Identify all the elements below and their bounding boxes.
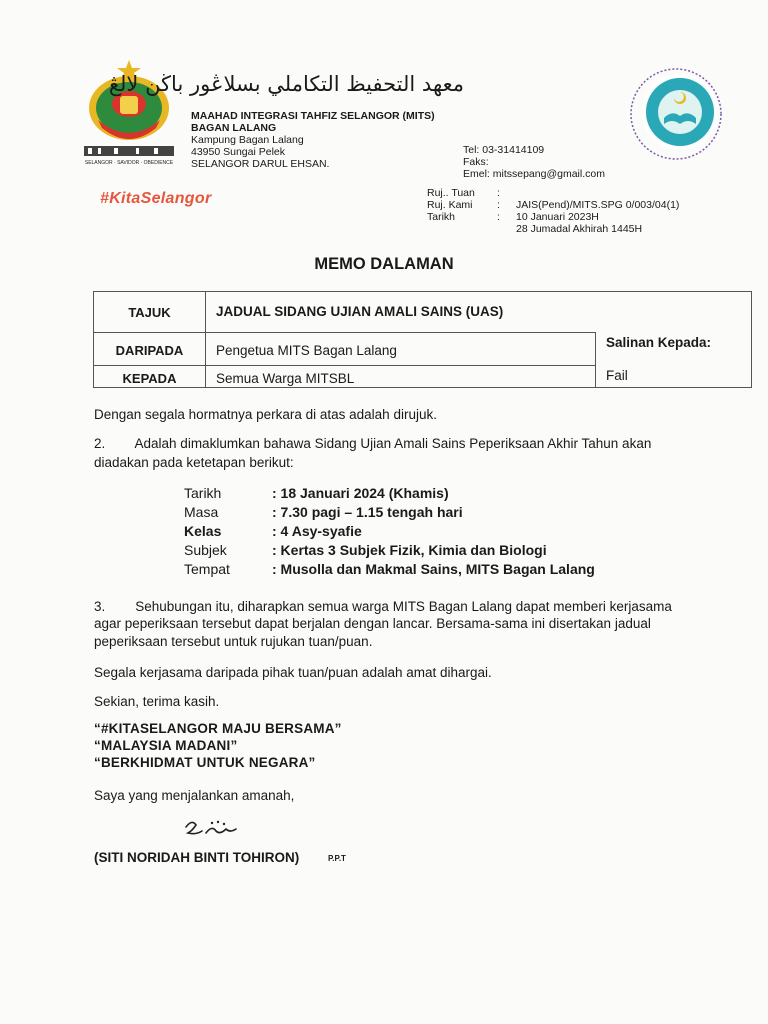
address-line-1: Kampung Bagan Lalang: [191, 134, 304, 146]
schedule-value: : Kertas 3 Subjek Fizik, Kimia dan Biologi: [272, 542, 547, 558]
kepada-label: KEPADA: [122, 371, 177, 386]
salinan-value: Fail: [606, 368, 628, 383]
schedule-label: Masa: [184, 504, 219, 520]
schedule-label: Kelas: [184, 523, 222, 539]
schedule-label: Tempat: [184, 561, 230, 577]
daripada-label: DARIPADA: [115, 343, 184, 358]
daripada-value: Pengetua MITS Bagan Lalang: [216, 343, 397, 358]
cooperation-paragraph: Segala kerjasama daripada pihak tuan/puan adalah amat dihargai.: [94, 665, 492, 680]
intro-paragraph: Dengan segala hormatnya perkara di atas adalah dirujuk.: [94, 407, 437, 422]
motto-line-3: “BERKHIDMAT UNTUK NEGARA”: [94, 755, 316, 770]
kitaselangor-logo: #KitaSelangor: [100, 190, 212, 207]
table-divider: [205, 292, 206, 387]
signer-name: (SITI NORIDAH BINTI TOHIRON): [94, 850, 300, 865]
schedule-value: : 18 Januari 2024 (Khamis): [272, 485, 449, 501]
address-line-3: SELANGOR DARUL EHSAN.: [191, 158, 330, 170]
tarikh-label: Tarikh: [427, 211, 456, 223]
table-divider: [94, 332, 595, 333]
tarikh-value: 10 Januari 2023H: [516, 211, 599, 223]
hijri-date: 28 Jumadal Akhirah 1445H: [516, 223, 643, 235]
ruj-tuan-label: Ruj.. Tuan: [427, 187, 475, 199]
arabic-title: معهد التحفيظ التكاملي بسلاڠور باڬن لالڠ: [108, 72, 464, 96]
paragraph-3-line-2: agar peperiksaan tersebut dapat berjalan dengan lancar. Bersama-sama ini disertakan jadual: [94, 616, 651, 631]
table-divider: [94, 365, 595, 366]
schedule-value: : 7.30 pagi – 1.15 tengah hari: [272, 504, 463, 520]
memo-title: MEMO DALAMAN: [314, 255, 454, 273]
paragraph-3-line-1: 3. Sehubungan itu, diharapkan semua warga MITS Bagan Lalang dapat memberi kerjasama: [94, 599, 672, 614]
telephone: Tel: 03-31414109: [463, 144, 545, 156]
motto-line-2: “MALAYSIA MADANI”: [94, 738, 238, 753]
school-seal-logo: [628, 66, 724, 162]
tarikh-separator: :: [497, 211, 500, 223]
closing-line: Sekian, terima kasih.: [94, 694, 220, 709]
signer-postnominal: P.P.T: [328, 854, 346, 863]
schedule-label: Tarikh: [184, 485, 222, 501]
tajuk-label: TAJUK: [128, 305, 171, 320]
paragraph-2-line-1: 2. Adalah dimaklumkan bahawa Sidang Ujian Amali Sains Peperiksaan Akhir Tahun akan: [94, 436, 652, 451]
paragraph-2-line-2: diadakan pada ketetapan berikut:: [94, 455, 294, 470]
address-line-2: 43950 Sungai Pelek: [191, 146, 285, 158]
ruj-kami-separator: :: [497, 199, 500, 211]
ruj-kami-value: JAIS(Pend)/MITS.SPG 0/003/04(1): [516, 199, 680, 211]
ruj-tuan-separator: :: [497, 187, 500, 199]
table-divider: [595, 332, 596, 387]
schedule-value: : Musolla dan Makmal Sains, MITS Bagan Lalang: [272, 561, 595, 577]
memo-header-table: [93, 291, 752, 388]
tajuk-value: JADUAL SIDANG UJIAN AMALI SAINS (UAS): [216, 304, 504, 319]
paragraph-3-line-3: peperiksaan tersebut untuk rujukan tuan/puan.: [94, 634, 373, 649]
schedule-value: : 4 Asy-syafie: [272, 523, 362, 539]
org-location: BAGAN LALANG: [191, 122, 277, 134]
fax: Faks:: [463, 156, 489, 168]
crest-motto-text: SELANGOR · SAVIDOR · OBEDIENCE: [84, 160, 174, 166]
kepada-value: Semua Warga MITSBL: [216, 371, 355, 386]
email: Emel: mitssepang@gmail.com: [463, 168, 605, 180]
salinan-label: Salinan Kepada:: [606, 335, 712, 350]
schedule-label: Subjek: [184, 542, 227, 558]
handwritten-signature: [182, 815, 242, 841]
signature-intro: Saya yang menjalankan amanah,: [94, 788, 295, 803]
org-name: MAAHAD INTEGRASI TAHFIZ SELANGOR (MITS): [191, 110, 435, 122]
motto-line-1: “#KITASELANGOR MAJU BERSAMA”: [94, 721, 342, 736]
ruj-kami-label: Ruj. Kami: [427, 199, 473, 211]
